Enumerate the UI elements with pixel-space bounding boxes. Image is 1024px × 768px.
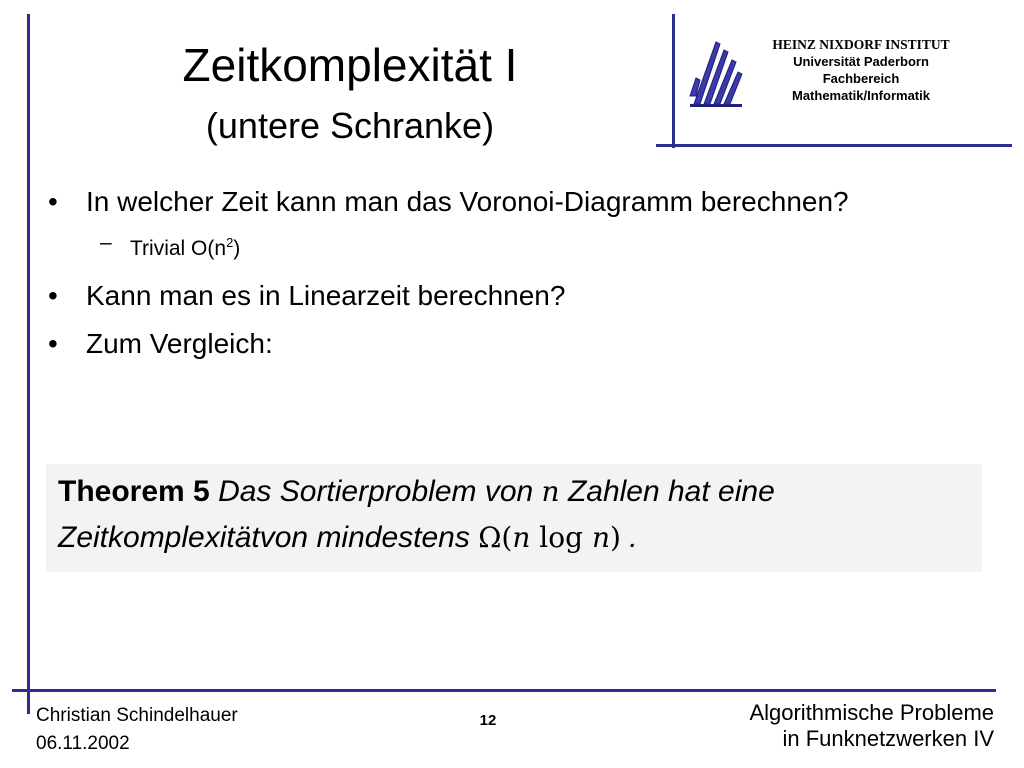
bullet-text: Zum Vergleich: <box>86 328 273 359</box>
theorem-box <box>46 464 982 572</box>
university-name: Universität Paderborn <box>793 54 929 69</box>
sub-bullet-text: Trivial O(n <box>130 237 227 260</box>
footer-date: 06.11.2002 <box>36 733 130 754</box>
footer-course-line-2: in Funknetzwerken IV <box>782 726 994 751</box>
left-vertical-rule <box>27 14 30 714</box>
department-name: Fachbereich <box>822 71 900 86</box>
math-variable-n: n <box>541 475 560 508</box>
theorem-text-3: Zeitkomplexitätvon mindestens <box>58 521 470 554</box>
footer-course-line-1: Algorithmische Probleme <box>749 700 994 725</box>
theorem-label: Theorem 5 <box>58 475 210 508</box>
theorem-text-2: Zahlen hat eine <box>567 475 775 508</box>
bullet-marker: • <box>48 186 58 217</box>
math-variable-n-2: n <box>591 521 610 554</box>
theorem-line-2 <box>58 520 638 556</box>
header-horizontal-rule <box>656 144 1012 147</box>
theorem-line-1 <box>58 474 775 510</box>
bullet-item <box>44 276 944 316</box>
theorem-math-bound <box>478 521 621 554</box>
theorem-math-n <box>542 475 560 508</box>
sub-bullet-text-end: ) <box>233 237 241 260</box>
footer-horizontal-rule <box>12 689 996 692</box>
bullet-item <box>44 324 944 364</box>
page-number: 12 <box>479 712 497 729</box>
slide-subtitle: (untere Schranke) <box>205 105 495 146</box>
sub-bullet-marker: – <box>100 231 112 254</box>
slide-title: Zeitkomplexität I <box>182 39 518 91</box>
bullet-item <box>44 182 944 222</box>
math-log: log <box>539 521 584 554</box>
math-variable-n-1: n <box>512 521 531 554</box>
bullet-marker: • <box>48 280 58 311</box>
faculty-name: Mathematik/Informatik <box>792 88 930 103</box>
institution-block <box>752 36 970 104</box>
bullet-marker: • <box>48 328 58 359</box>
bullet-text: In welcher Zeit kann man das Voronoi-Diagramm berechnen? <box>86 186 849 217</box>
top-right-vertical-rule <box>672 14 675 148</box>
footer-left <box>36 702 238 758</box>
theorem-text-1: Das Sortierproblem von <box>218 475 534 508</box>
math-omega: Ω( <box>478 521 513 554</box>
theorem-period: . <box>629 521 638 554</box>
footer-right <box>749 700 994 752</box>
footer-author: Christian Schindelhauer <box>36 705 238 726</box>
institute-logo-icon <box>686 34 746 108</box>
institute-name: HEINZ NIXDORF INSTITUT <box>772 37 950 52</box>
slide-content <box>44 182 944 364</box>
math-close-paren: ) <box>610 521 621 554</box>
bullet-text: Kann man es in Linearzeit berechnen? <box>86 280 566 311</box>
sub-bullet-item <box>44 228 944 264</box>
sub-bullet-superscript: 2 <box>226 235 234 250</box>
